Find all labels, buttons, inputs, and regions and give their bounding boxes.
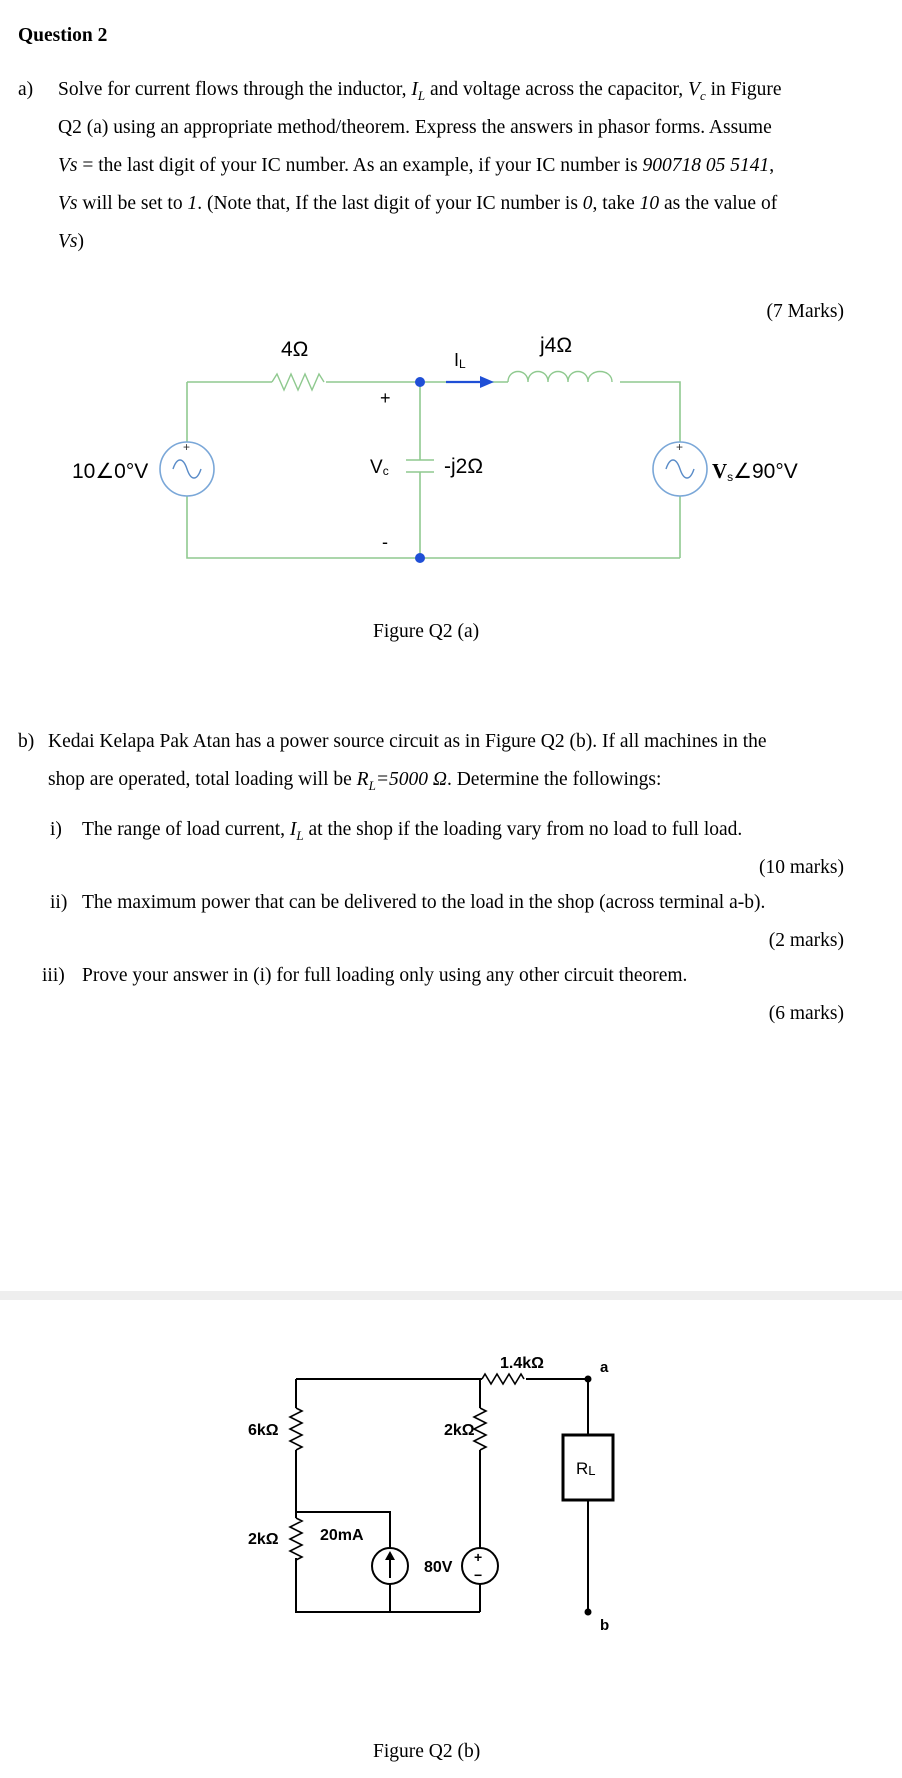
vc-plus: +: [380, 388, 391, 408]
source-plus: +: [676, 440, 684, 454]
item-marks: (10 marks): [758, 857, 844, 878]
resistor-4ohm-symbol: [272, 374, 324, 390]
part-a-line: Solve for current flows through the inductor, $I_L$ and voltage across the capacitor, $V_c$ in Figure: [58, 79, 782, 103]
part-a-line: Vs): [58, 231, 84, 252]
item-label: i): [50, 819, 62, 840]
part-a-label: a): [18, 79, 34, 100]
question-title: Question 2: [18, 25, 108, 46]
source-plus: +: [183, 440, 191, 454]
wire: [620, 382, 680, 442]
part-b-line: Kedai Kelapa Pak Atan has a power source circuit as in Figure Q2 (b). If all machines in the: [48, 731, 767, 752]
l-label: j4Ω: [540, 334, 573, 357]
current-src-label: 20mA: [320, 1527, 364, 1544]
part-b-line: shop are operated, total loading will be $R_L=5000$ Ω. Determine the followings:: [48, 769, 662, 793]
r-top-label: 1.4kΩ: [500, 1355, 544, 1372]
item-label: iii): [42, 965, 65, 986]
part-a-line: Q2 (a) using an appropriate method/theorem. Express the answers in phasor forms. Assume: [58, 117, 772, 138]
term-b-label: b: [600, 1617, 610, 1634]
figure-q2a-circuit: [0, 320, 902, 620]
figure-b-caption: Figure Q2 (b): [373, 1741, 481, 1762]
inductor-symbol: [508, 372, 612, 383]
part-b-label: b): [18, 731, 35, 752]
item-text: The range of load current, $I_L$ at the shop if the loading vary from no load to full load.: [82, 819, 743, 843]
wire: [187, 496, 680, 558]
part-a-line: Vs will be set to 1. (Note that, If the last digit of your IC number is 0, take 10 as the value of: [58, 193, 778, 214]
vsrc-minus: −: [474, 1567, 483, 1583]
c-label: -j2Ω: [444, 455, 484, 478]
load-label: RL: [576, 1459, 596, 1478]
vc-label: Vc: [370, 457, 389, 478]
part-a-marks: (7 Marks): [766, 301, 844, 322]
node-dot: [415, 377, 425, 387]
vsrc-plus: +: [474, 1549, 483, 1565]
r-2k-mid-label: 2kΩ: [444, 1422, 475, 1439]
current-arrowhead: [480, 376, 494, 388]
figure-q2b-circuit: [0, 1300, 902, 1720]
vc-minus: -: [382, 532, 388, 552]
page-separator: [0, 1291, 902, 1300]
voltage-src-label: 80V: [424, 1559, 453, 1576]
il-label: IL: [454, 350, 466, 371]
part-a-line: Vs = the last digit of your IC number. As an example, if your IC number is 900718 05 5141,: [58, 155, 775, 176]
item-label: ii): [50, 892, 68, 913]
r-6k-label: 6kΩ: [248, 1422, 279, 1439]
r-2k-left-label: 2kΩ: [248, 1531, 279, 1548]
src-right-label: Vs∠90°V: [712, 459, 798, 484]
item-marks: (2 marks): [768, 930, 844, 951]
item-text: Prove your answer in (i) for full loading only using any other circuit theorem.: [82, 965, 688, 986]
r-label: 4Ω: [281, 338, 309, 361]
term-a-label: a: [600, 1359, 609, 1376]
src-left-label: 10∠0°V: [72, 460, 149, 483]
node-dot: [415, 553, 425, 563]
terminal-b-dot: [585, 1609, 592, 1616]
terminal-a-dot: [585, 1376, 592, 1383]
item-marks: (6 marks): [768, 1003, 844, 1024]
item-text: The maximum power that can be delivered to the load in the shop (across terminal a-b).: [82, 892, 766, 913]
figure-a-caption: Figure Q2 (a): [373, 621, 480, 642]
